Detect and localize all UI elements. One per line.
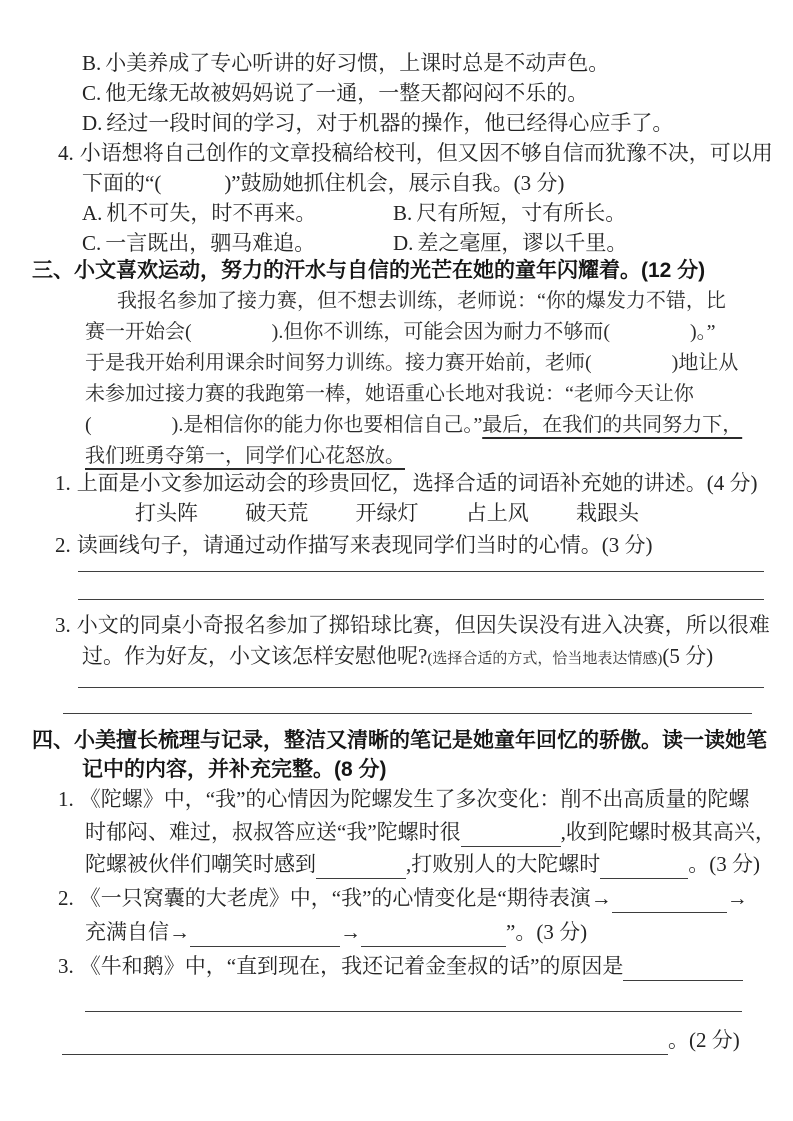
hint-note: (选择合适的方式，恰当地表达情感) [427,651,663,667]
section-title: 小美擅长梳理与记录，整洁又清晰的笔记是她童年回忆的骄傲。读一读她笔 [74,729,767,752]
question-4-options-row1 [82,198,772,228]
s4-question-1-line3 [85,849,760,879]
word-bank-item: 栽跟头 [576,501,639,525]
option-text: 尺有所短，寸有所长。 [416,201,627,225]
s3-question-2 [55,530,652,560]
passage-line [85,379,694,409]
arrow-glyph: → [726,886,748,910]
answer-line [78,687,764,688]
section-4-heading-line1 [32,726,767,756]
word-bank-item: 开绿灯 [355,501,419,525]
section-label: 三、 [32,259,74,282]
question-number: 1. [55,471,71,495]
question-4-options-row2 [82,228,772,258]
fill-in-blank [623,956,743,981]
passage-text: 未参加过接力赛的我跑第一棒，她语重心长地对我说：“老师今天让你 [85,383,694,405]
section-4-heading-line2 [82,755,387,785]
s4-question-2-line1 [58,883,748,913]
fill-in-blank [190,922,340,947]
question-text: 过。作为好友，小文该怎样安慰他呢? [82,644,428,668]
s4-question-2-line2 [85,917,587,947]
option-row-b [82,48,609,78]
fill-in-blank [316,854,406,879]
question-text: 下面的“( )”鼓励她抓住机会，展示自我。(3 分) [82,171,565,195]
fill-in-blank [461,822,561,847]
passage-text: 赛一开始会( ).但你不训练，可能会因为耐力不够而( )。” [85,321,716,343]
question-text: 小语想将自己创作的文章投稿给校刊，但又因不够自信而犹豫不决，可以用 [79,141,773,165]
passage-line [85,410,742,440]
s4-question-3-final-line [62,1025,740,1055]
passage-line [85,317,716,347]
section-3-heading [32,256,705,286]
score-text: (5 分) [662,644,714,668]
option-label: D. [82,111,103,135]
s3-question-3-line1 [55,610,770,640]
arrow-glyph: → [340,920,361,944]
fill-in-blank [62,1030,668,1055]
question-4-line1 [58,138,773,168]
question-text: 小文的同桌小奇报名参加了掷铅球比赛，但因失误没有进入决赛，所以很难 [76,613,770,637]
s4-question-1-line1 [58,784,749,814]
answer-line [78,571,764,572]
question-text: 《一只窝囊的大老虎》中，“我”的心情变化是“期待表演→ [79,886,612,910]
score-text: ”。(3 分) [506,920,588,944]
passage-line [85,441,405,471]
option-text: 机不可失，时不再来。 [106,201,317,225]
fill-in-blank [600,854,688,879]
option-label: C. [82,231,102,255]
passage-text: 于是我开始利用课余时间努力训练。接力赛开始前，老师( )地让从 [85,352,739,374]
section-label: 四、 [32,729,74,752]
question-number: 1. [58,787,74,811]
option-text: 经过一段时间的学习，对于机器的操作，他已经得心应手了。 [106,111,674,135]
fill-in-blank [612,888,727,913]
s4-question-1-line2 [85,817,776,847]
passage-line [117,286,726,316]
question-text: ,打败别人的大陀螺时 [406,852,601,876]
score-text: 。(3 分) [688,852,760,876]
score-text: 。(2 分) [668,1028,740,1052]
word-bank-item: 占上风 [465,501,529,525]
option-label: A. [82,201,103,225]
question-text: 充满自信→ [85,920,190,944]
answer-line [85,1011,742,1012]
answer-line [78,599,764,600]
word-bank-item: 破天荒 [245,501,309,525]
s3-question-1 [55,468,757,498]
option-label: D. [393,231,414,255]
underlined-sentence: 我们班勇夺第一，同学们心花怒放。 [85,445,405,467]
question-number: 2. [55,533,71,557]
question-number: 3. [58,954,74,978]
question-text: 时郁闷、难过，叔叔答应送“我”陀螺时很 [85,820,461,844]
option-text: 差之毫厘，谬以千里。 [417,231,628,255]
passage-text: ( ).是相信你的能力你也要相信自己。” [85,414,483,436]
option-label: B. [82,51,102,75]
underlined-sentence: 最后，在我们的共同努力下， [482,414,743,436]
question-text: 读画线句子，请通过动作描写来表现同学们当时的心情。(3 分) [76,533,653,557]
option-row-c [82,78,588,108]
option-text: 小美养成了专心听讲的好习惯，上课时总是不动声色。 [105,51,610,75]
option-label: B. [393,201,413,225]
question-text: 《牛和鹅》中，“直到现在，我还记着金奎叔的话”的原因是 [79,954,624,978]
question-text: 陀螺被伙伴们嘲笑时感到 [85,852,316,876]
option-text: 他无缘无故被妈妈说了一通，一整天都闷闷不乐的。 [105,81,589,105]
question-number: 2. [58,886,74,910]
question-4-line2 [82,168,564,198]
question-text: 上面是小文参加运动会的珍贵回忆，选择合适的词语补充她的讲述。(4 分) [76,471,758,495]
word-bank [135,498,639,528]
word-bank-item: 打头阵 [135,501,198,525]
question-text: 《陀螺》中，“我”的心情因为陀螺发生了多次变化：削不出高质量的陀螺 [79,787,750,811]
fill-in-blank [361,922,506,947]
section-title: 记中的内容，并补充完整。(8 分) [82,758,387,781]
option-label: C. [82,81,102,105]
answer-line [63,713,752,714]
question-number: 4. [58,141,74,165]
s3-question-3-line2 [82,641,713,674]
s4-question-3-line1 [58,951,743,981]
section-title: 小文喜欢运动，努力的汗水与自信的光芒在她的童年闪耀着。(12 分) [74,259,706,282]
option-row-d [82,108,673,138]
question-text: ,收到陀螺时极其高兴， [560,820,776,844]
passage-line [85,348,738,378]
passage-text: 我报名参加了接力赛，但不想去训练，老师说：“你的爆发力不错，比 [117,290,726,312]
option-text: 一言既出，驷马难追。 [105,231,316,255]
question-number: 3. [55,613,71,637]
